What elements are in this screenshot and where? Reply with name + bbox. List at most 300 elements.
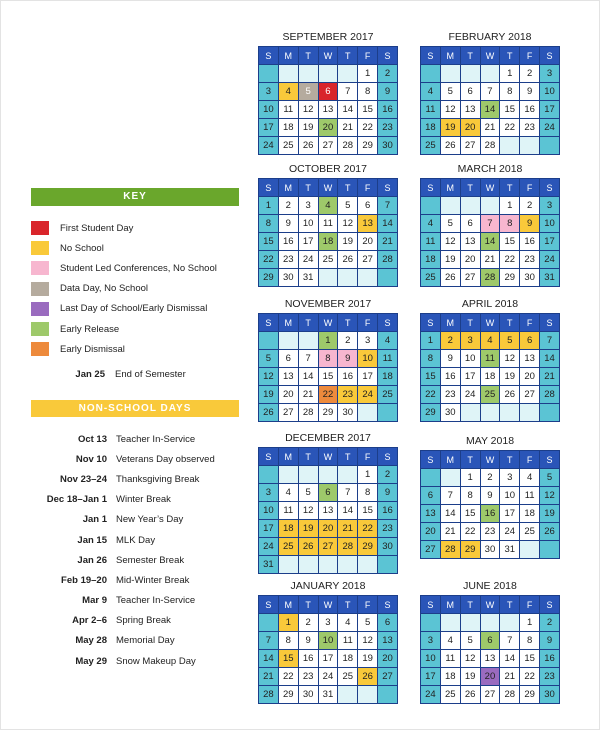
day-cell: 15 — [520, 650, 540, 668]
day-cell: 29 — [358, 137, 378, 155]
non-school-date: Oct 13 — [77, 433, 107, 445]
day-cell: 8 — [500, 215, 520, 233]
day-cell: 23 — [480, 523, 500, 541]
empty-cell — [318, 466, 338, 484]
day-cell: 1 — [460, 469, 480, 487]
day-cell: 30 — [480, 541, 500, 559]
day-cell: 22 — [358, 119, 378, 137]
non-school-label: Spring Break — [116, 615, 171, 627]
day-cell: 21 — [440, 523, 460, 541]
day-cell: 6 — [480, 632, 500, 650]
day-cell: 17 — [500, 505, 520, 523]
day-cell: 26 — [298, 538, 318, 556]
month-title: APRIL 2018 — [461, 298, 519, 310]
month-calendar — [258, 579, 398, 704]
empty-cell — [278, 332, 298, 350]
day-cell: 17 — [460, 368, 480, 386]
weekday-header: T — [500, 596, 520, 614]
month-title: FEBRUARY 2018 — [448, 31, 532, 43]
day-cell: 4 — [278, 484, 298, 502]
day-cell: 24 — [540, 251, 560, 269]
day-cell: 3 — [358, 332, 378, 350]
day-cell: 20 — [318, 119, 338, 137]
day-cell: 18 — [278, 119, 298, 137]
day-cell: 10 — [358, 350, 378, 368]
day-cell: 23 — [338, 386, 358, 404]
day-cell: 19 — [298, 119, 318, 137]
day-cell: 18 — [318, 233, 338, 251]
day-cell: 7 — [480, 83, 500, 101]
day-cell: 26 — [460, 686, 480, 704]
day-cell: 8 — [259, 215, 279, 233]
key-panel — [31, 188, 239, 381]
empty-cell — [421, 197, 441, 215]
non-school-label: Mid-Winter Break — [116, 574, 190, 586]
day-cell: 14 — [259, 650, 279, 668]
month-title: DECEMBER 2017 — [285, 432, 371, 444]
day-cell: 11 — [440, 650, 460, 668]
day-cell: 31 — [298, 269, 318, 287]
weekday-header: T — [338, 314, 358, 332]
key-item-last-day — [31, 299, 239, 319]
day-cell: 16 — [378, 101, 398, 119]
weekday-header: W — [480, 451, 500, 469]
day-cell: 27 — [318, 538, 338, 556]
day-cell: 20 — [358, 233, 378, 251]
weekday-header: W — [318, 179, 338, 197]
key-label: Data Day, No School — [60, 283, 149, 295]
day-cell: 20 — [520, 368, 540, 386]
day-cell: 3 — [259, 484, 279, 502]
swatch-first-student-day — [31, 221, 49, 235]
day-cell: 31 — [500, 541, 520, 559]
day-cell: 31 — [259, 556, 279, 574]
day-cell: 13 — [460, 101, 480, 119]
empty-cell — [358, 404, 378, 422]
day-cell: 25 — [378, 386, 398, 404]
empty-cell — [298, 332, 318, 350]
semester-label: End of Semester — [115, 368, 186, 380]
key-header: KEY — [31, 188, 239, 206]
semester-date: Jan 25 — [75, 368, 105, 380]
month-calendar — [420, 434, 560, 559]
day-cell: 15 — [500, 101, 520, 119]
day-cell: 1 — [259, 197, 279, 215]
day-cell: 15 — [421, 368, 441, 386]
weekday-header: F — [520, 179, 540, 197]
key-item-data-day — [31, 279, 239, 299]
day-cell: 4 — [421, 83, 441, 101]
day-cell: 2 — [520, 65, 540, 83]
day-cell: 21 — [500, 668, 520, 686]
day-cell: 20 — [278, 386, 298, 404]
day-cell: 13 — [520, 350, 540, 368]
empty-cell — [440, 65, 460, 83]
day-cell: 17 — [259, 119, 279, 137]
weekday-header: F — [358, 47, 378, 65]
day-cell: 26 — [298, 137, 318, 155]
key-label: Early Release — [60, 323, 120, 335]
day-cell: 10 — [298, 215, 318, 233]
non-school-label: Snow Makeup Day — [116, 655, 196, 667]
weekday-header: T — [338, 596, 358, 614]
day-cell: 1 — [278, 614, 298, 632]
non-school-date: Apr 2–6 — [72, 615, 107, 627]
day-cell: 16 — [520, 233, 540, 251]
day-cell: 26 — [338, 251, 358, 269]
day-cell: 28 — [440, 541, 460, 559]
day-cell: 4 — [421, 215, 441, 233]
empty-cell — [298, 466, 318, 484]
day-cell: 16 — [378, 502, 398, 520]
day-cell: 7 — [338, 484, 358, 502]
weekday-header: W — [480, 314, 500, 332]
weekday-header: T — [338, 448, 358, 466]
non-school-date: Feb 19–20 — [61, 574, 107, 586]
day-cell: 30 — [278, 269, 298, 287]
day-cell: 28 — [480, 137, 500, 155]
day-cell: 26 — [540, 523, 560, 541]
day-cell: 19 — [500, 368, 520, 386]
day-cell: 19 — [440, 119, 460, 137]
weekday-header: T — [298, 448, 318, 466]
day-cell: 12 — [259, 368, 279, 386]
day-cell: 11 — [480, 350, 500, 368]
key-item-conferences — [31, 258, 239, 278]
day-cell: 16 — [298, 650, 318, 668]
day-cell: 24 — [540, 119, 560, 137]
month-calendar — [420, 579, 560, 704]
day-cell: 25 — [278, 538, 298, 556]
day-cell: 24 — [358, 386, 378, 404]
day-cell: 15 — [460, 505, 480, 523]
day-cell: 13 — [460, 233, 480, 251]
day-cell: 27 — [480, 686, 500, 704]
weekday-header: S — [421, 596, 441, 614]
day-cell: 30 — [540, 686, 560, 704]
day-cell: 26 — [440, 137, 460, 155]
empty-cell — [520, 404, 540, 422]
day-cell: 26 — [259, 404, 279, 422]
empty-cell — [378, 269, 398, 287]
day-cell: 13 — [358, 215, 378, 233]
weekday-header: S — [421, 314, 441, 332]
weekday-header: W — [318, 448, 338, 466]
day-cell: 18 — [480, 368, 500, 386]
day-cell: 12 — [358, 632, 378, 650]
non-school-row — [31, 530, 239, 550]
swatch-conferences — [31, 261, 49, 275]
day-cell: 20 — [421, 523, 441, 541]
non-school-date: Jan 1 — [82, 514, 107, 526]
day-cell: 10 — [259, 502, 279, 520]
weekday-header: T — [298, 47, 318, 65]
day-cell: 26 — [500, 386, 520, 404]
day-cell: 27 — [421, 541, 441, 559]
day-cell: 21 — [378, 233, 398, 251]
weekday-header: S — [378, 179, 398, 197]
day-cell: 23 — [520, 119, 540, 137]
day-cell: 12 — [500, 350, 520, 368]
day-cell: 5 — [358, 614, 378, 632]
non-school-row — [31, 490, 239, 510]
weekday-header: F — [520, 451, 540, 469]
day-cell: 2 — [440, 332, 460, 350]
empty-cell — [318, 65, 338, 83]
weekday-header: S — [378, 596, 398, 614]
month-grid — [420, 450, 560, 559]
day-cell: 11 — [338, 632, 358, 650]
weekday-header: M — [278, 448, 298, 466]
day-cell: 15 — [318, 368, 338, 386]
empty-cell — [500, 404, 520, 422]
empty-cell — [460, 404, 480, 422]
weekday-header: F — [520, 47, 540, 65]
day-cell: 18 — [440, 668, 460, 686]
weekday-header: M — [440, 451, 460, 469]
weekday-header: S — [259, 314, 279, 332]
day-cell: 24 — [500, 523, 520, 541]
month-grid — [258, 46, 398, 155]
day-cell: 12 — [298, 502, 318, 520]
weekday-header: T — [460, 179, 480, 197]
weekday-header: T — [460, 314, 480, 332]
day-cell: 19 — [460, 668, 480, 686]
non-school-date: Jan 15 — [77, 534, 107, 546]
day-cell: 16 — [540, 650, 560, 668]
day-cell: 7 — [440, 487, 460, 505]
day-cell: 14 — [378, 215, 398, 233]
day-cell: 23 — [378, 119, 398, 137]
day-cell: 24 — [460, 386, 480, 404]
day-cell: 19 — [298, 520, 318, 538]
day-cell: 28 — [338, 538, 358, 556]
day-cell: 23 — [378, 520, 398, 538]
day-cell: 28 — [298, 404, 318, 422]
weekday-header: F — [358, 596, 378, 614]
day-cell: 27 — [378, 668, 398, 686]
day-cell: 14 — [480, 101, 500, 119]
day-cell: 7 — [540, 332, 560, 350]
day-cell: 10 — [500, 487, 520, 505]
day-cell: 11 — [318, 215, 338, 233]
day-cell: 4 — [278, 83, 298, 101]
day-cell: 16 — [278, 233, 298, 251]
month-title: MARCH 2018 — [457, 163, 523, 175]
non-school-date: Nov 23–24 — [59, 473, 107, 485]
weekday-header: T — [298, 314, 318, 332]
day-cell: 31 — [540, 269, 560, 287]
empty-cell — [480, 404, 500, 422]
day-cell: 20 — [460, 119, 480, 137]
month-calendar — [258, 297, 398, 422]
day-cell: 6 — [318, 83, 338, 101]
day-cell: 30 — [440, 404, 460, 422]
key-label: First Student Day — [60, 222, 134, 234]
day-cell: 16 — [338, 368, 358, 386]
day-cell: 24 — [318, 668, 338, 686]
day-cell: 22 — [278, 668, 298, 686]
weekday-header: S — [378, 314, 398, 332]
empty-cell — [460, 65, 480, 83]
day-cell: 27 — [318, 137, 338, 155]
day-cell: 9 — [278, 215, 298, 233]
day-cell: 20 — [378, 650, 398, 668]
day-cell: 2 — [278, 197, 298, 215]
day-cell: 29 — [259, 269, 279, 287]
empty-cell — [500, 614, 520, 632]
day-cell: 29 — [520, 686, 540, 704]
day-cell: 21 — [298, 386, 318, 404]
key-item-first-student-day — [31, 218, 239, 238]
weekday-header: T — [500, 47, 520, 65]
day-cell: 20 — [318, 520, 338, 538]
non-school-days-panel — [31, 400, 239, 671]
month-grid — [420, 178, 560, 287]
day-cell: 29 — [421, 404, 441, 422]
non-school-row — [31, 631, 239, 651]
day-cell: 10 — [421, 650, 441, 668]
day-cell: 13 — [378, 632, 398, 650]
day-cell: 10 — [540, 215, 560, 233]
day-cell: 9 — [440, 350, 460, 368]
day-cell: 19 — [338, 233, 358, 251]
empty-cell — [278, 556, 298, 574]
key-item-early-dismissal — [31, 339, 239, 359]
non-school-row — [31, 449, 239, 469]
non-school-label: MLK Day — [116, 534, 156, 546]
weekday-header: T — [460, 596, 480, 614]
day-cell: 3 — [421, 632, 441, 650]
non-school-date: Mar 9 — [82, 595, 107, 607]
day-cell: 6 — [358, 197, 378, 215]
non-school-row — [31, 429, 239, 449]
day-cell: 3 — [540, 65, 560, 83]
day-cell: 7 — [259, 632, 279, 650]
weekday-header: S — [421, 47, 441, 65]
day-cell: 9 — [540, 632, 560, 650]
day-cell: 7 — [378, 197, 398, 215]
empty-cell — [520, 541, 540, 559]
non-school-row — [31, 570, 239, 590]
day-cell: 3 — [259, 83, 279, 101]
empty-cell — [358, 686, 378, 704]
empty-cell — [421, 65, 441, 83]
day-cell: 11 — [378, 350, 398, 368]
day-cell: 6 — [378, 614, 398, 632]
weekday-header: F — [358, 179, 378, 197]
day-cell: 22 — [500, 251, 520, 269]
day-cell: 31 — [318, 686, 338, 704]
month-calendar — [420, 162, 560, 287]
day-cell: 13 — [480, 650, 500, 668]
day-cell: 3 — [298, 197, 318, 215]
day-cell: 8 — [278, 632, 298, 650]
day-cell: 24 — [259, 137, 279, 155]
day-cell: 10 — [259, 101, 279, 119]
empty-cell — [421, 614, 441, 632]
non-school-list — [31, 429, 239, 671]
day-cell: 14 — [338, 502, 358, 520]
swatch-data-day — [31, 282, 49, 296]
day-cell: 5 — [460, 632, 480, 650]
weekday-header: M — [440, 314, 460, 332]
day-cell: 4 — [440, 632, 460, 650]
day-cell: 12 — [440, 101, 460, 119]
day-cell: 20 — [460, 251, 480, 269]
month-grid — [258, 595, 398, 704]
day-cell: 23 — [278, 251, 298, 269]
day-cell: 18 — [421, 119, 441, 137]
day-cell: 25 — [278, 137, 298, 155]
day-cell: 5 — [259, 350, 279, 368]
day-cell: 6 — [278, 350, 298, 368]
day-cell: 11 — [421, 101, 441, 119]
day-cell: 11 — [421, 233, 441, 251]
swatch-early-release — [31, 322, 49, 336]
day-cell: 18 — [520, 505, 540, 523]
weekday-header: T — [500, 451, 520, 469]
day-cell: 18 — [338, 650, 358, 668]
day-cell: 30 — [298, 686, 318, 704]
day-cell: 13 — [421, 505, 441, 523]
non-school-date: May 28 — [75, 635, 107, 647]
weekday-header: S — [540, 47, 560, 65]
non-school-header: NON-SCHOOL DAYS — [31, 400, 239, 417]
weekday-header: T — [460, 47, 480, 65]
day-cell: 28 — [259, 686, 279, 704]
empty-cell — [540, 541, 560, 559]
day-cell: 18 — [378, 368, 398, 386]
weekday-header: F — [358, 314, 378, 332]
day-cell: 14 — [298, 368, 318, 386]
empty-cell — [318, 269, 338, 287]
day-cell: 27 — [460, 269, 480, 287]
empty-cell — [358, 556, 378, 574]
day-cell: 28 — [540, 386, 560, 404]
day-cell: 25 — [338, 668, 358, 686]
non-school-label: Veterans Day observed — [116, 453, 215, 465]
day-cell: 23 — [540, 668, 560, 686]
day-cell: 5 — [298, 484, 318, 502]
day-cell: 3 — [500, 469, 520, 487]
day-cell: 11 — [278, 502, 298, 520]
empty-cell — [338, 686, 358, 704]
day-cell: 1 — [358, 466, 378, 484]
day-cell: 13 — [318, 101, 338, 119]
day-cell: 17 — [540, 101, 560, 119]
day-cell: 2 — [540, 614, 560, 632]
empty-cell — [480, 614, 500, 632]
day-cell: 17 — [298, 233, 318, 251]
weekday-header: S — [259, 448, 279, 466]
non-school-date: Jan 26 — [77, 554, 107, 566]
day-cell: 15 — [500, 233, 520, 251]
empty-cell — [259, 466, 279, 484]
month-grid — [420, 313, 560, 422]
day-cell: 28 — [500, 686, 520, 704]
weekday-header: M — [440, 596, 460, 614]
day-cell: 16 — [520, 101, 540, 119]
day-cell: 5 — [540, 469, 560, 487]
month-title: MAY 2018 — [465, 435, 515, 447]
day-cell: 22 — [520, 668, 540, 686]
non-school-row — [31, 469, 239, 489]
month-grid — [258, 313, 398, 422]
day-cell: 25 — [440, 686, 460, 704]
semester-row — [31, 367, 239, 381]
non-school-date: Nov 10 — [75, 453, 107, 465]
